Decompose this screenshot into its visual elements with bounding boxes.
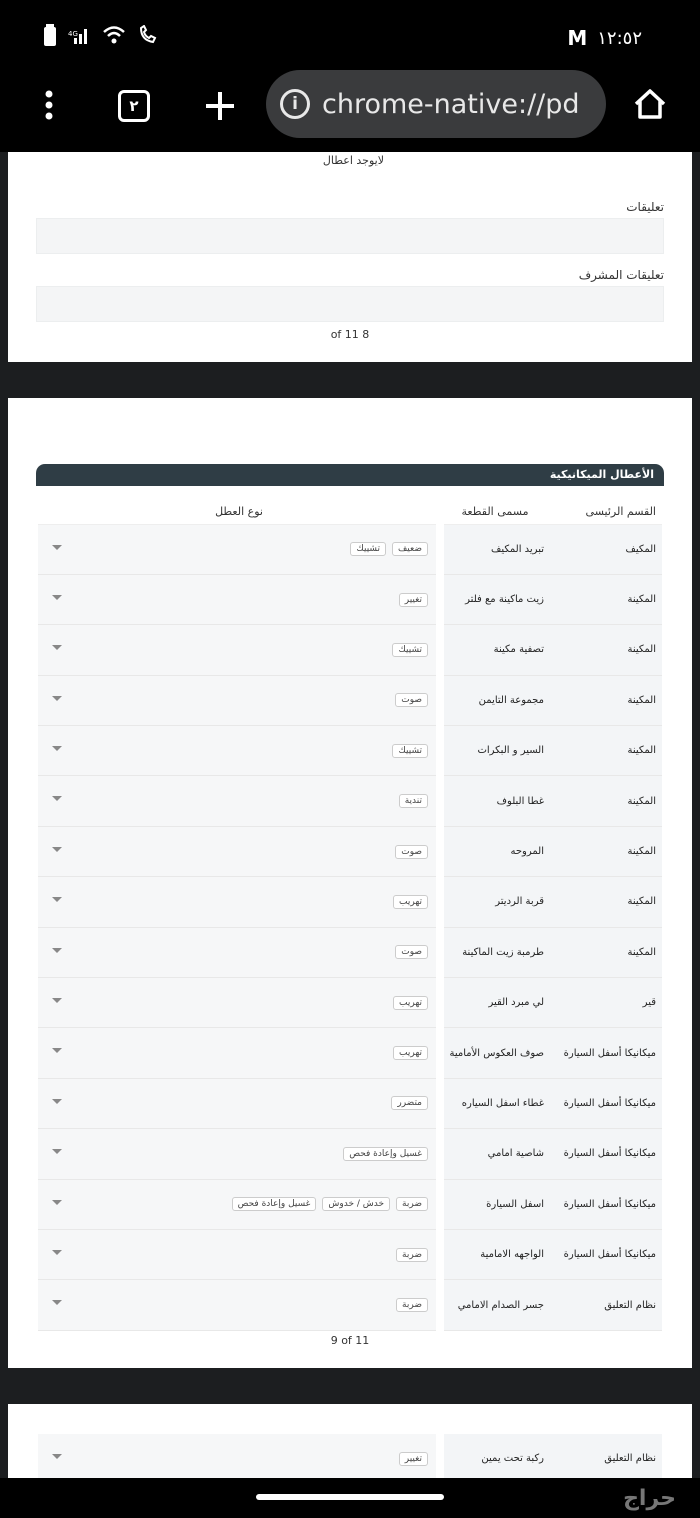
table-row [38,726,662,776]
battery-icon [44,24,56,46]
fault-tag: غسيل وإعادة فحص [343,1147,428,1161]
address-bar[interactable] [266,70,606,138]
dropdown-caret-icon[interactable] [52,998,62,1003]
fault-tag: تندية [399,794,428,808]
table-row [38,524,662,574]
header-part-name: مسمى القطعة [440,500,550,524]
table-row [38,1179,662,1229]
tab-switcher-button[interactable] [118,90,150,122]
fault-type-cell[interactable] [38,927,440,977]
table-row [38,1078,662,1128]
part-name-cell: غطاء اسفل السياره [440,1078,550,1128]
dropdown-caret-icon[interactable] [52,847,62,852]
fault-tag: صوت [395,845,428,859]
supervisor-comments-label: تعليقات المشرف [578,268,664,282]
table-header-row [38,500,662,524]
signal-icon [68,26,90,44]
dropdown-caret-icon[interactable] [52,545,62,550]
fault-type-cell[interactable] [38,978,440,1028]
main-section-cell: المكينة [550,675,662,725]
main-section-cell: المكينة [550,877,662,927]
part-name-cell: السير و البكرات [440,726,550,776]
dropdown-caret-icon[interactable] [52,1300,62,1305]
dropdown-caret-icon[interactable] [52,595,62,600]
part-name-cell: الواجهه الامامية [440,1229,550,1279]
table-row [38,574,662,624]
part-name-cell: طرمبة زيت الماكينة [440,927,550,977]
table-row [38,1434,662,1484]
table-row [38,625,662,675]
fault-type-cell[interactable] [38,1280,440,1330]
menu-icon[interactable] [44,90,54,120]
comments-label: تعليقات [626,200,664,214]
table-row [38,1229,662,1279]
pdf-page-9 [8,398,692,1368]
comments-field [36,218,664,254]
table-row [38,1028,662,1078]
dropdown-caret-icon[interactable] [52,796,62,801]
part-name-cell: صوف العكوس الأمامية [440,1028,550,1078]
table-row [38,826,662,876]
fault-tag: تشييك [392,643,428,657]
clock: ١٢:٥٢ [597,27,642,49]
table-row [38,927,662,977]
dropdown-caret-icon[interactable] [52,645,62,650]
status-bar [0,0,700,70]
browser-toolbar [0,70,700,152]
table-row [38,978,662,1028]
fault-tag: تهريب [393,996,428,1010]
part-name-cell: زيت ماكينة مع فلتر [440,574,550,624]
dropdown-caret-icon[interactable] [52,1200,62,1205]
part-name-cell: اسفل السيارة [440,1179,550,1229]
dropdown-caret-icon[interactable] [52,1250,62,1255]
dropdown-caret-icon[interactable] [52,696,62,701]
table-row [38,1280,662,1330]
section-title: الأعطال الميكانيكية [36,464,664,486]
main-section-cell: المكينة [550,574,662,624]
part-name-cell: جسر الصدام الامامي [440,1280,550,1330]
fault-tag: غسيل وإعادة فحص [232,1197,317,1211]
fault-tag: ضربة [396,1298,428,1312]
fault-type-cell[interactable] [38,1078,440,1128]
page-number: 9 of 11 [330,1334,370,1347]
part-name-cell: المروحه [440,826,550,876]
dropdown-caret-icon[interactable] [52,897,62,902]
wifi-call-icon [138,25,158,45]
main-section-cell: المكينة [550,726,662,776]
table-row [38,877,662,927]
fault-type-cell[interactable] [38,1129,440,1179]
main-section-cell: المكينة [550,927,662,977]
fault-tag: تغيير [399,1452,428,1466]
pdf-page-8 [8,152,692,362]
fault-type-cell[interactable] [38,574,440,624]
dropdown-caret-icon[interactable] [52,746,62,751]
main-section-cell: ميكانيكا أسفل السيارة [550,1179,662,1229]
svg-text:4G: 4G [68,30,78,38]
fault-tag: خدش / خدوش [322,1197,390,1211]
watermark-logo: حراج [623,1486,676,1511]
header-main-section: القسم الرئيسى [550,500,662,524]
home-icon[interactable] [632,86,668,122]
fault-type-cell[interactable] [38,625,440,675]
fault-type-cell[interactable] [38,1434,440,1484]
fault-tag: ضربة [396,1248,428,1262]
gmail-icon: M [567,26,588,50]
header-fault-type: نوع العطل [38,500,440,524]
fault-type-cell[interactable] [38,675,440,725]
fault-type-cell[interactable] [38,524,440,574]
mechanical-faults-table [38,500,662,1331]
main-section-cell: نظام التعليق [550,1434,662,1484]
dropdown-caret-icon[interactable] [52,1099,62,1104]
navigation-bar [0,1478,700,1518]
dropdown-caret-icon[interactable] [52,1454,62,1459]
fault-type-cell[interactable] [38,1229,440,1279]
dropdown-caret-icon[interactable] [52,1048,62,1053]
new-tab-icon[interactable] [204,90,236,122]
table-row [38,776,662,826]
fault-tag: تشييك [350,542,386,556]
part-name-cell: لي مبرد القير [440,978,550,1028]
url-text: chrome-native://pd [322,88,580,120]
wifi-icon [102,25,126,45]
main-section-cell: المكينة [550,625,662,675]
fault-type-cell[interactable] [38,1028,440,1078]
main-section-cell: ميكانيكا أسفل السيارة [550,1129,662,1179]
fault-type-cell[interactable] [38,826,440,876]
part-name-cell: مجموعة التايمن [440,675,550,725]
fault-tag: ضربة [396,1197,428,1211]
part-name-cell: تصفية مكينة [440,625,550,675]
part-name-cell: غطا البلوف [440,776,550,826]
fault-type-cell[interactable] [38,776,440,826]
page-number: 8 of 11 [330,328,370,341]
no-faults-text: لايوجد اعطال [322,154,384,167]
info-icon[interactable]: i [280,89,310,119]
fault-type-cell[interactable] [38,1179,440,1229]
fault-tag: تغيير [399,593,428,607]
part-name-cell: تبريد المكيف [440,524,550,574]
fault-tag: تهريب [393,1046,428,1060]
fault-tag: متضرر [391,1096,428,1110]
main-section-cell: المكينة [550,776,662,826]
part-name-cell: شاصية امامي [440,1129,550,1179]
pdf-page-10 [8,1404,692,1478]
main-section-cell: المكينة [550,826,662,876]
fault-tag: تهريب [393,895,428,909]
part-name-cell: قربة الرديتر [440,877,550,927]
main-section-cell: ميكانيكا أسفل السيارة [550,1028,662,1078]
fault-tag: تشييك [392,744,428,758]
dropdown-caret-icon[interactable] [52,1149,62,1154]
fault-type-cell[interactable] [38,877,440,927]
dropdown-caret-icon[interactable] [52,948,62,953]
fault-type-cell[interactable] [38,726,440,776]
main-section-cell: نظام التعليق [550,1280,662,1330]
fault-tag: صوت [395,945,428,959]
table-row [38,675,662,725]
main-section-cell: المكيف [550,524,662,574]
main-section-cell: ميكانيكا أسفل السيارة [550,1078,662,1128]
main-section-cell: قير [550,978,662,1028]
main-section-cell: ميكانيكا أسفل السيارة [550,1229,662,1279]
supervisor-comments-field [36,286,664,322]
part-name-cell: ركبة تحت يمين [440,1434,550,1484]
table-row [38,1129,662,1179]
home-gesture-bar[interactable] [256,1494,444,1500]
fault-tag: ضعيف [392,542,428,556]
tab-count: ٢ [129,97,139,115]
fault-tag: صوت [395,693,428,707]
